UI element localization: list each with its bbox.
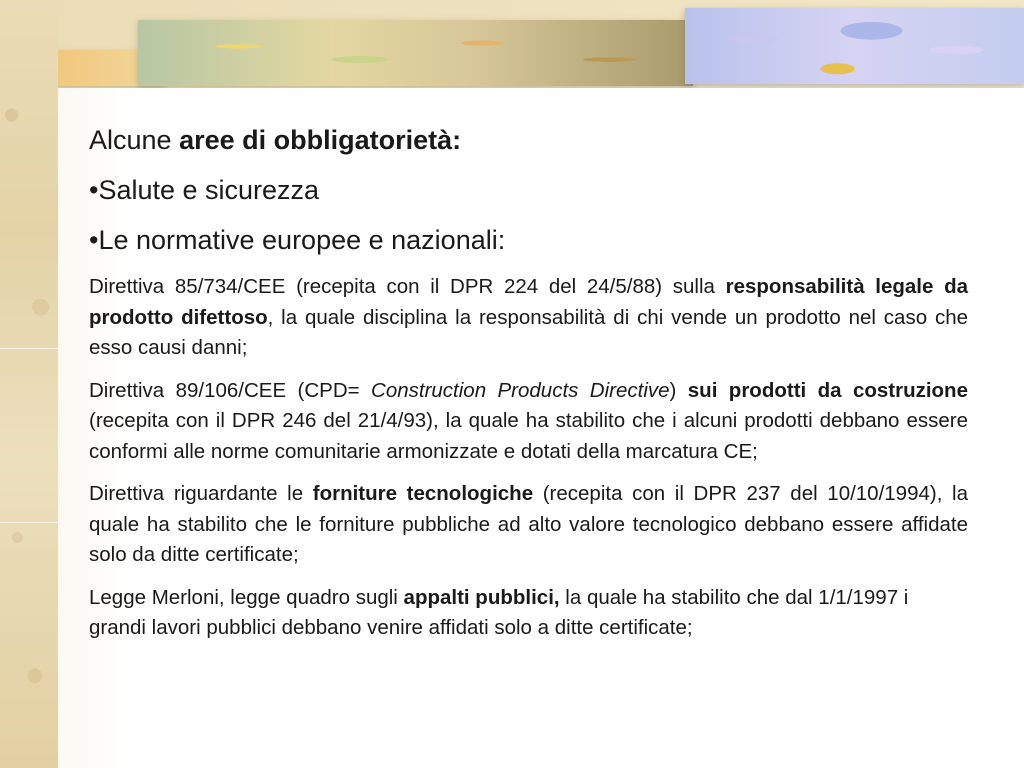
para-bold: sui prodotti da costruzione <box>687 378 968 402</box>
strip-seam <box>0 522 58 523</box>
para-text: (recepita con il DPR 246 del 21/4/93), la quale ha stabilito che i alcuni prodotti debbano essere conformi alle norme comunitarie armonizzate e dotati della marcatura CE; <box>89 409 968 463</box>
paragraph-legge-merloni <box>89 583 968 644</box>
para-text: Legge Merloni, legge quadro sugli <box>89 585 404 609</box>
paragraph-directive-85-734 <box>89 272 968 364</box>
decorative-blue-floral-image <box>685 8 1024 84</box>
paragraph-forniture-tecnologiche <box>89 479 968 571</box>
para-bold: appalti pubblici, <box>403 585 560 609</box>
strip-seam <box>0 348 58 349</box>
para-bold: forniture tecnologiche <box>312 482 534 505</box>
para-text: Direttiva riguardante le <box>89 482 313 505</box>
bullet-item: •Salute e sicurezza <box>89 175 320 205</box>
paragraph-directive-89-106 <box>89 376 968 468</box>
parchment-side-strip <box>0 0 58 768</box>
decorative-leaves-image <box>138 20 693 86</box>
bullet-item: •Le normative europee e nazionali: <box>89 225 506 255</box>
para-text: Direttiva 85/734/CEE (recepita con il DPR 224 del 24/5/88) sulla <box>89 275 726 298</box>
para-text: la quale ha stabilito che dal 1/1/1997 i grandi lavori pubblici debbano venire affidati solo a ditte certificate; <box>89 585 909 639</box>
para-text: ) <box>669 378 688 402</box>
para-text: (recepita con il DPR 237 del 10/10/1994), la quale ha stabilito che le forniture pubbliche ad alto valore tecnologico debbano essere affidate solo da ditte certificate; <box>89 482 968 566</box>
heading-bold: aree di obbligatorietà: <box>179 125 462 155</box>
para-text: Direttiva 89/106/CEE (CPD= <box>89 378 372 402</box>
para-text: , la quale disciplina la responsabilità di chi vende un prodotto nel caso che esso causi danni; <box>89 305 968 359</box>
para-bold: responsabilità legale da prodotto difettoso <box>89 275 968 329</box>
heading-prefix: Alcune <box>89 125 180 155</box>
slide-heading <box>89 122 968 158</box>
para-italic: Construction Products Directive <box>371 378 670 402</box>
slide-body <box>89 122 968 656</box>
